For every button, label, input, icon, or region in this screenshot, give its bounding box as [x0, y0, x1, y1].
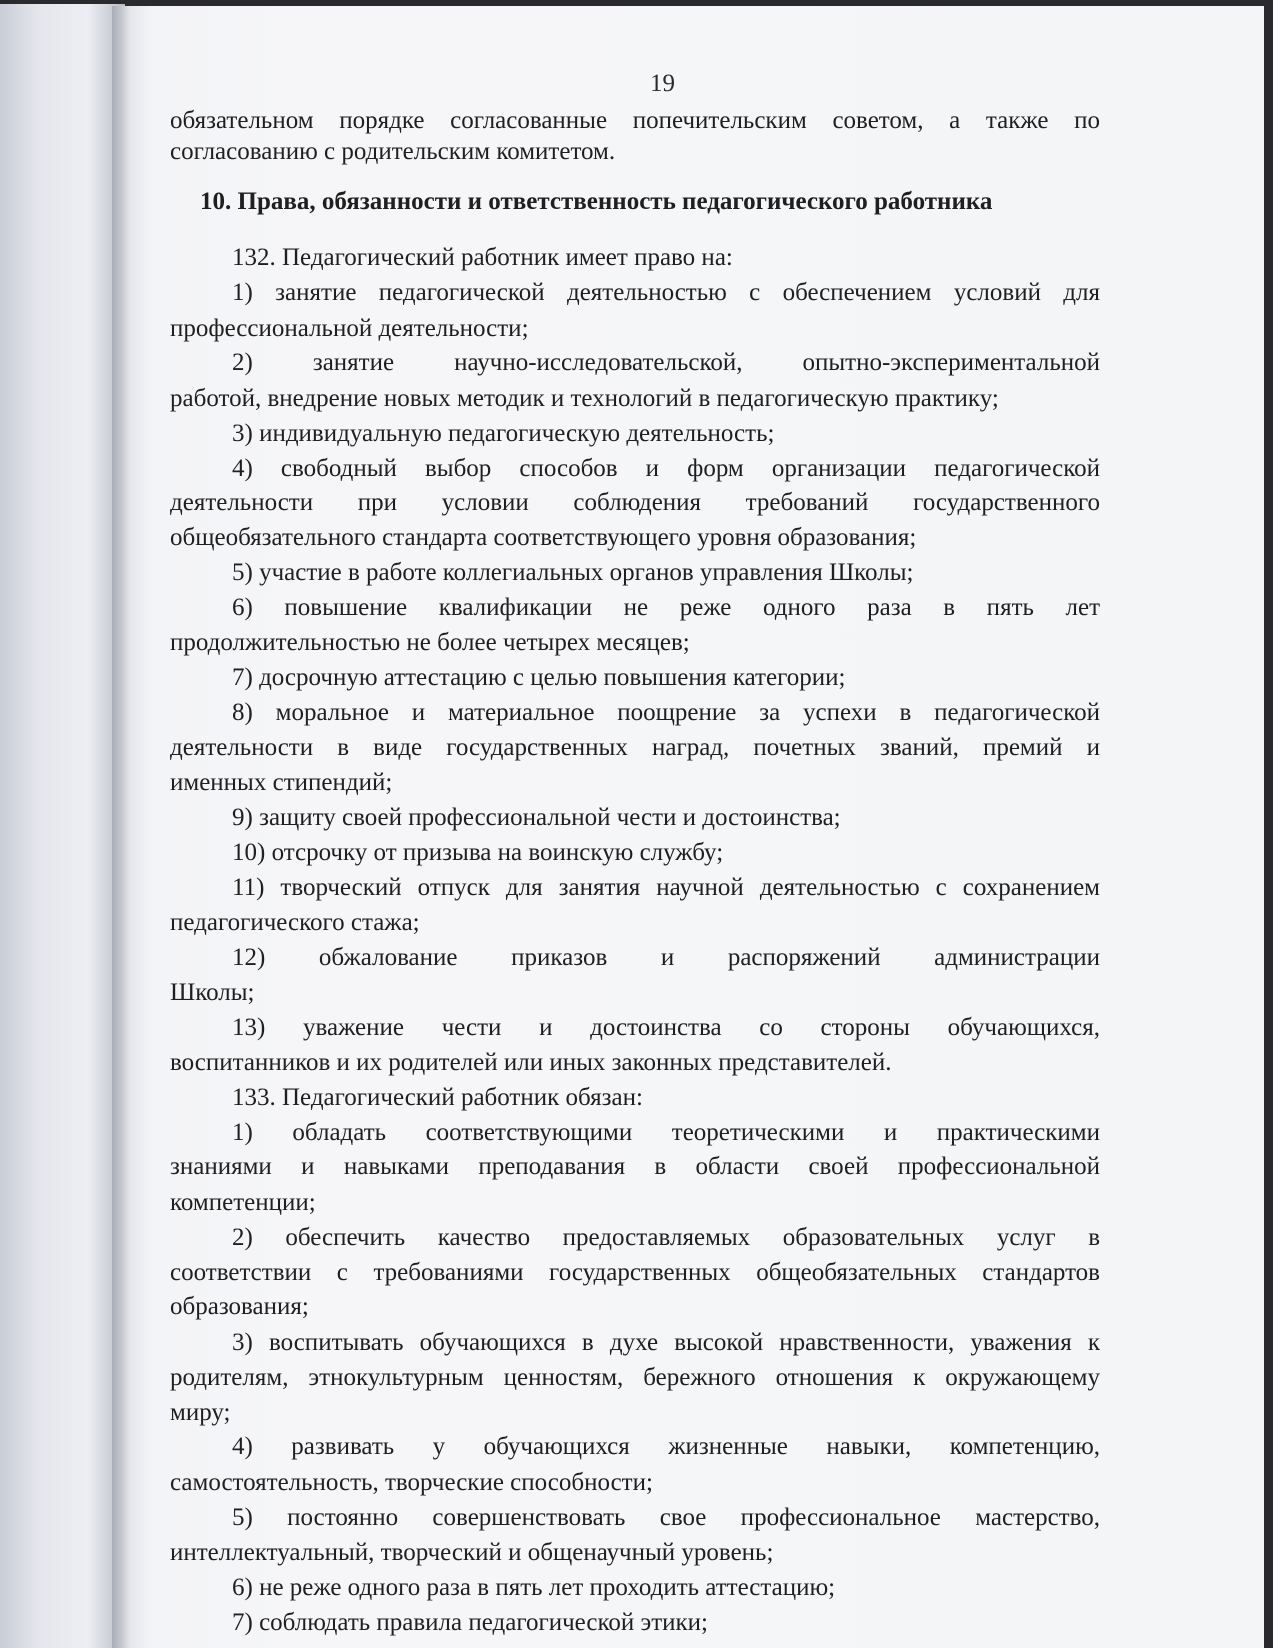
text-line: деятельности при условии соблюдения требований государственного — [170, 489, 1100, 517]
section-heading: 10. Права, обязанности и ответственность педагогического работника — [200, 188, 993, 216]
text-line: 7) соблюдать правила педагогической этики; — [232, 1609, 709, 1636]
text-line: 132. Педагогический работник имеет право на: — [232, 244, 733, 272]
text-line: знаниями и навыками преподавания в области своей профессиональной — [170, 1153, 1100, 1181]
text-line: соответствии с требованиями государственных общеобязательных стандартов — [170, 1258, 1100, 1286]
text-line: воспитанников и их родителей или иных законных представителей. — [170, 1049, 892, 1077]
text-line: работой, внедрение новых методик и технологий в педагогическую практику; — [170, 385, 999, 412]
text-line: 7) досрочную аттестацию с целью повышения категории; — [232, 663, 846, 691]
text-line: 1) занятие педагогической деятельностью с обеспечением условий для — [232, 278, 1100, 306]
text-line: именных стипендий; — [170, 769, 393, 797]
text-line: 9) защиту своей профессиональной чести и достоинства; — [232, 803, 841, 831]
text-line: 2) занятие научно-исследовательской, опытно-экспериментальной — [232, 349, 1100, 377]
text-line: 11) творческий отпуск для занятия научной деятельностью с сохранением — [232, 874, 1100, 902]
text-line: миру; — [170, 1398, 231, 1426]
text-line: 6) повышение квалификации не реже одного раза в пять лет — [232, 594, 1100, 622]
text-line: 5) постоянно совершенствовать свое профессиональное мастерство, — [232, 1503, 1100, 1531]
text-line: общеобязательного стандарта соответствующего уровня образования; — [170, 524, 917, 551]
page-spine-shadow — [112, 6, 130, 1648]
text-line: 13) уважение чести и достоинства со стороны обучающихся, — [232, 1014, 1100, 1042]
text-line: профессиональной деятельности; — [170, 314, 529, 342]
text-line: самостоятельность, творческие способности; — [170, 1469, 653, 1497]
page-number: 19 — [650, 70, 675, 97]
text-line: согласованию с родительским комитетом. — [170, 137, 616, 165]
text-line: 4) развивать у обучающихся жизненные навыки, компетенцию, — [232, 1433, 1100, 1461]
text-line: 4) свободный выбор способов и форм организации педагогической — [232, 454, 1100, 482]
text-line: родителям, этнокультурным ценностям, бережного отношения к окружающему — [170, 1363, 1100, 1391]
text-line: 3) воспитывать обучающихся в духе высокой нравственности, уважения к — [232, 1329, 1100, 1357]
previous-page-edge — [0, 4, 125, 1648]
text-line: продолжительностью не более четырех месяцев; — [170, 629, 690, 657]
text-line: 5) участие в работе коллегиальных органов управления Школы; — [232, 558, 914, 586]
text-line: 8) моральное и материальное поощрение за успехи в педагогической — [232, 698, 1100, 726]
text-line: 2) обеспечить качество предоставляемых образовательных услуг в — [232, 1223, 1100, 1251]
text-line: деятельности в виде государственных наград, почетных званий, премий и — [170, 734, 1100, 762]
text-line: образования; — [170, 1293, 309, 1321]
text-line: обязательном порядке согласованные попечительским советом, а также по — [170, 107, 1100, 134]
text-line: интеллектуальный, творческий и общенаучный уровень; — [170, 1538, 774, 1566]
text-line: 12) обжалование приказов и распоряжений администрации — [232, 943, 1100, 971]
text-line: 3) индивидуальную педагогическую деятельность; — [232, 419, 775, 447]
text-line: 133. Педагогический работник обязан: — [232, 1083, 643, 1111]
text-line: 10) отсрочку от призыва на воинскую службу; — [232, 838, 724, 866]
text-line: 1) обладать соответствующими теоретическими и практическими — [232, 1118, 1100, 1146]
text-line: 6) не реже одного раза в пять лет проходить аттестацию; — [232, 1574, 836, 1602]
text-line: Школы; — [170, 978, 255, 1006]
text-line: компетенции; — [170, 1189, 316, 1217]
text-line: педагогического стажа; — [170, 909, 420, 937]
